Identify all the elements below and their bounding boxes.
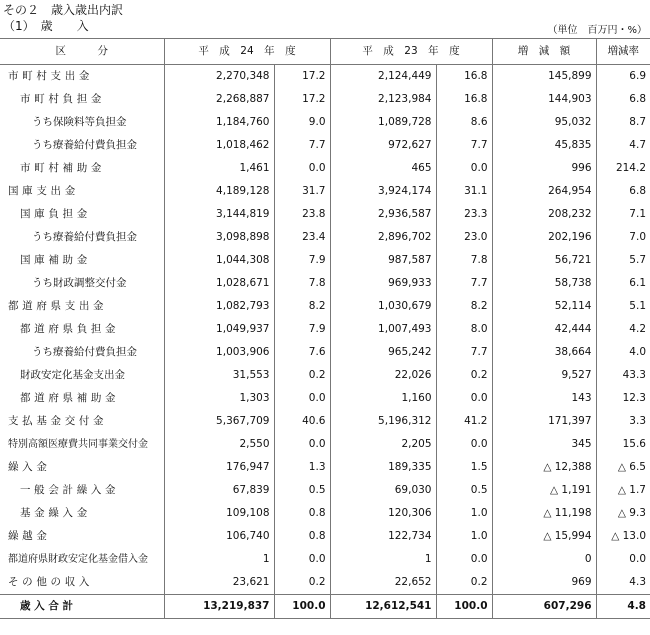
row-change-amount: 607,296 xyxy=(492,595,596,619)
row-fy24-share: 0.5 xyxy=(274,479,330,502)
row-change-amount: 52,114 xyxy=(492,295,596,318)
header-fy24: 平 成 24 年 度 xyxy=(164,39,330,65)
row-change-rate: 214.2 xyxy=(596,157,650,180)
row-fy24-amount: 2,270,348 xyxy=(164,65,274,89)
row-change-rate: 4.8 xyxy=(596,595,650,619)
row-fy23-amount: 2,896,702 xyxy=(330,226,436,249)
row-fy23-share: 8.2 xyxy=(436,295,492,318)
row-change-amount: 0 xyxy=(492,548,596,571)
row-change-amount: △ 11,198 xyxy=(492,502,596,525)
row-fy24-amount: 4,189,128 xyxy=(164,180,274,203)
row-fy23-amount: 1,160 xyxy=(330,387,436,410)
row-fy23-amount: 3,924,174 xyxy=(330,180,436,203)
header-category: 区 分 xyxy=(0,39,164,65)
row-category: その他の収入 xyxy=(8,576,94,588)
row-change-rate: 7.0 xyxy=(596,226,650,249)
row-change-amount: △ 15,994 xyxy=(492,525,596,548)
row-change-amount: 969 xyxy=(492,571,596,595)
unit-note: （単位 百万円・%） xyxy=(547,25,647,36)
row-fy24-amount: 109,108 xyxy=(164,502,274,525)
row-change-rate: 6.1 xyxy=(596,272,650,295)
page-title: その２ 歳入歳出内訳 xyxy=(3,3,124,17)
table-row xyxy=(0,180,650,203)
row-fy23-share: 8.0 xyxy=(436,318,492,341)
table-row xyxy=(0,203,650,226)
row-change-amount: 45,835 xyxy=(492,134,596,157)
row-fy24-amount: 23,621 xyxy=(164,571,274,595)
row-change-amount: 144,903 xyxy=(492,88,596,111)
row-change-rate: 4.2 xyxy=(596,318,650,341)
row-fy24-share: 100.0 xyxy=(274,595,330,619)
row-fy23-amount: 69,030 xyxy=(330,479,436,502)
row-fy23-amount: 1 xyxy=(330,548,436,571)
row-change-amount: 56,721 xyxy=(492,249,596,272)
table-row xyxy=(0,387,650,410)
row-fy24-share: 7.9 xyxy=(274,249,330,272)
table-total-row xyxy=(0,595,650,619)
row-fy23-share: 0.2 xyxy=(436,364,492,387)
row-change-amount: △ 12,388 xyxy=(492,456,596,479)
row-fy23-amount: 189,335 xyxy=(330,456,436,479)
row-change-rate: 3.3 xyxy=(596,410,650,433)
row-fy24-share: 7.6 xyxy=(274,341,330,364)
row-fy24-amount: 1,461 xyxy=(164,157,274,180)
row-category: 市町村補助金 xyxy=(20,162,106,174)
row-fy24-amount: 2,268,887 xyxy=(164,88,274,111)
row-fy24-share: 31.7 xyxy=(274,180,330,203)
row-change-amount: 202,196 xyxy=(492,226,596,249)
row-fy23-share: 7.8 xyxy=(436,249,492,272)
row-fy24-share: 0.0 xyxy=(274,433,330,456)
row-fy23-share: 0.0 xyxy=(436,433,492,456)
row-change-rate: 4.7 xyxy=(596,134,650,157)
row-change-rate: △ 6.5 xyxy=(596,456,650,479)
row-category: 繰越金 xyxy=(8,530,51,542)
row-change-amount: △ 1,191 xyxy=(492,479,596,502)
row-fy24-amount: 1,303 xyxy=(164,387,274,410)
row-change-rate: 43.3 xyxy=(596,364,650,387)
row-category: 繰入金 xyxy=(8,461,51,473)
row-change-rate: 6.8 xyxy=(596,180,650,203)
table-row xyxy=(0,134,650,157)
row-change-amount: 143 xyxy=(492,387,596,410)
row-change-rate: 6.9 xyxy=(596,65,650,89)
table-row xyxy=(0,318,650,341)
row-category: 市町村負担金 xyxy=(20,93,106,105)
row-fy23-amount: 2,936,587 xyxy=(330,203,436,226)
row-fy24-share: 23.8 xyxy=(274,203,330,226)
row-change-rate: 0.0 xyxy=(596,548,650,571)
row-change-rate: 7.1 xyxy=(596,203,650,226)
row-change-amount: 208,232 xyxy=(492,203,596,226)
row-change-rate: 4.3 xyxy=(596,571,650,595)
row-change-rate: 5.1 xyxy=(596,295,650,318)
row-fy24-amount: 5,367,709 xyxy=(164,410,274,433)
row-category: 財政安定化基金支出金 xyxy=(20,369,125,381)
row-fy23-share: 16.8 xyxy=(436,88,492,111)
row-fy23-amount: 12,612,541 xyxy=(330,595,436,619)
row-fy24-share: 7.8 xyxy=(274,272,330,295)
row-fy24-amount: 3,144,819 xyxy=(164,203,274,226)
row-fy24-share: 9.0 xyxy=(274,111,330,134)
row-fy23-share: 23.3 xyxy=(436,203,492,226)
row-fy23-share: 41.2 xyxy=(436,410,492,433)
row-fy23-share: 1.5 xyxy=(436,456,492,479)
row-fy24-share: 0.2 xyxy=(274,571,330,595)
row-fy23-share: 16.8 xyxy=(436,65,492,89)
row-fy23-amount: 965,242 xyxy=(330,341,436,364)
row-change-rate: △ 13.0 xyxy=(596,525,650,548)
row-fy23-amount: 22,652 xyxy=(330,571,436,595)
row-fy24-share: 0.8 xyxy=(274,525,330,548)
row-fy23-share: 100.0 xyxy=(436,595,492,619)
row-fy24-amount: 1,044,308 xyxy=(164,249,274,272)
row-fy23-share: 1.0 xyxy=(436,502,492,525)
row-fy24-amount: 1,184,760 xyxy=(164,111,274,134)
row-change-amount: 145,899 xyxy=(492,65,596,89)
row-fy24-share: 40.6 xyxy=(274,410,330,433)
row-category: 基金繰入金 xyxy=(20,507,91,519)
row-fy23-share: 7.7 xyxy=(436,272,492,295)
table-row xyxy=(0,65,650,89)
row-category: 歳入合計 xyxy=(0,595,164,619)
row-fy24-share: 0.0 xyxy=(274,387,330,410)
row-fy23-share: 8.6 xyxy=(436,111,492,134)
row-fy23-amount: 5,196,312 xyxy=(330,410,436,433)
table-row xyxy=(0,272,650,295)
row-category: 都道府県財政安定化基金借入金 xyxy=(8,554,148,565)
row-category: うち療養給付費負担金 xyxy=(32,139,137,151)
table-row xyxy=(0,410,650,433)
row-fy23-share: 0.2 xyxy=(436,571,492,595)
row-fy23-amount: 2,205 xyxy=(330,433,436,456)
row-fy24-share: 0.8 xyxy=(274,502,330,525)
row-fy23-share: 7.7 xyxy=(436,134,492,157)
row-category: 都道府県支出金 xyxy=(8,300,108,312)
section-title: （1） 歳 入 xyxy=(3,19,89,33)
table-row xyxy=(0,525,650,548)
table-row xyxy=(0,479,650,502)
row-change-amount: 95,032 xyxy=(492,111,596,134)
row-fy23-share: 0.5 xyxy=(436,479,492,502)
table-row xyxy=(0,249,650,272)
row-change-amount: 38,664 xyxy=(492,341,596,364)
row-fy24-share: 7.9 xyxy=(274,318,330,341)
row-fy24-share: 23.4 xyxy=(274,226,330,249)
row-fy23-share: 31.1 xyxy=(436,180,492,203)
row-fy24-share: 0.0 xyxy=(274,548,330,571)
row-fy24-amount: 1 xyxy=(164,548,274,571)
row-fy24-amount: 13,219,837 xyxy=(164,595,274,619)
row-fy24-share: 17.2 xyxy=(274,88,330,111)
table-row xyxy=(0,571,650,595)
row-fy23-share: 0.0 xyxy=(436,157,492,180)
header-fy23: 平 成 23 年 度 xyxy=(330,39,492,65)
row-fy24-amount: 1,049,937 xyxy=(164,318,274,341)
row-category: うち保険料等負担金 xyxy=(32,116,127,128)
row-fy23-amount: 1,030,679 xyxy=(330,295,436,318)
row-change-amount: 42,444 xyxy=(492,318,596,341)
row-fy24-amount: 3,098,898 xyxy=(164,226,274,249)
row-change-amount: 264,954 xyxy=(492,180,596,203)
row-change-rate: 15.6 xyxy=(596,433,650,456)
row-fy23-share: 0.0 xyxy=(436,548,492,571)
table-row xyxy=(0,364,650,387)
table-row xyxy=(0,111,650,134)
row-change-rate: △ 1.7 xyxy=(596,479,650,502)
header-change-amount: 増 減 額 xyxy=(492,39,596,65)
table-row xyxy=(0,157,650,180)
row-fy24-amount: 31,553 xyxy=(164,364,274,387)
row-fy24-share: 7.7 xyxy=(274,134,330,157)
table-row xyxy=(0,548,650,571)
row-category: 国庫負担金 xyxy=(20,208,91,220)
row-category: 市町村支出金 xyxy=(8,70,94,82)
row-fy23-share: 1.0 xyxy=(436,525,492,548)
revenue-table xyxy=(0,38,650,619)
row-change-amount: 996 xyxy=(492,157,596,180)
row-fy23-amount: 2,123,984 xyxy=(330,88,436,111)
row-change-rate: △ 9.3 xyxy=(596,502,650,525)
row-fy24-amount: 176,947 xyxy=(164,456,274,479)
header-change-rate: 増減率 xyxy=(596,39,650,65)
row-fy24-amount: 1,082,793 xyxy=(164,295,274,318)
row-change-amount: 9,527 xyxy=(492,364,596,387)
row-fy24-amount: 2,550 xyxy=(164,433,274,456)
row-category: 国庫補助金 xyxy=(20,254,91,266)
row-fy23-amount: 122,734 xyxy=(330,525,436,548)
row-fy24-share: 8.2 xyxy=(274,295,330,318)
row-category: 支払基金交付金 xyxy=(8,415,108,427)
row-category: 一般会計繰入金 xyxy=(20,484,120,496)
table-header-row xyxy=(0,39,650,65)
row-change-rate: 4.0 xyxy=(596,341,650,364)
row-fy24-amount: 1,028,671 xyxy=(164,272,274,295)
row-category: うち療養給付費負担金 xyxy=(32,346,137,358)
row-category: うち財政調整交付金 xyxy=(32,277,127,289)
row-fy24-amount: 106,740 xyxy=(164,525,274,548)
row-change-rate: 6.8 xyxy=(596,88,650,111)
row-change-rate: 8.7 xyxy=(596,111,650,134)
table-row xyxy=(0,433,650,456)
row-fy23-share: 7.7 xyxy=(436,341,492,364)
row-fy23-amount: 969,933 xyxy=(330,272,436,295)
row-fy24-amount: 67,839 xyxy=(164,479,274,502)
table-row xyxy=(0,295,650,318)
row-category: 都道府県負担金 xyxy=(20,323,120,335)
row-fy24-share: 0.2 xyxy=(274,364,330,387)
row-fy23-amount: 972,627 xyxy=(330,134,436,157)
table-row xyxy=(0,341,650,364)
row-fy24-share: 17.2 xyxy=(274,65,330,89)
row-fy24-amount: 1,018,462 xyxy=(164,134,274,157)
row-fy23-share: 23.0 xyxy=(436,226,492,249)
row-change-amount: 345 xyxy=(492,433,596,456)
table-body xyxy=(0,65,650,619)
row-category: 都道府県補助金 xyxy=(20,392,120,404)
table-row xyxy=(0,502,650,525)
row-fy23-amount: 987,587 xyxy=(330,249,436,272)
row-fy23-amount: 465 xyxy=(330,157,436,180)
row-fy24-amount: 1,003,906 xyxy=(164,341,274,364)
table-row xyxy=(0,456,650,479)
row-fy24-share: 1.3 xyxy=(274,456,330,479)
row-category: 特別高額医療費共同事業交付金 xyxy=(8,439,148,450)
row-category: 国庫支出金 xyxy=(8,185,79,197)
row-change-amount: 58,738 xyxy=(492,272,596,295)
row-fy23-amount: 2,124,449 xyxy=(330,65,436,89)
row-fy23-share: 0.0 xyxy=(436,387,492,410)
row-fy23-amount: 120,306 xyxy=(330,502,436,525)
row-fy23-amount: 1,089,728 xyxy=(330,111,436,134)
row-fy24-share: 0.0 xyxy=(274,157,330,180)
table-row xyxy=(0,88,650,111)
row-category: うち療養給付費負担金 xyxy=(32,231,137,243)
row-change-rate: 12.3 xyxy=(596,387,650,410)
row-fy23-amount: 1,007,493 xyxy=(330,318,436,341)
row-change-amount: 171,397 xyxy=(492,410,596,433)
row-fy23-amount: 22,026 xyxy=(330,364,436,387)
row-change-rate: 5.7 xyxy=(596,249,650,272)
table-row xyxy=(0,226,650,249)
